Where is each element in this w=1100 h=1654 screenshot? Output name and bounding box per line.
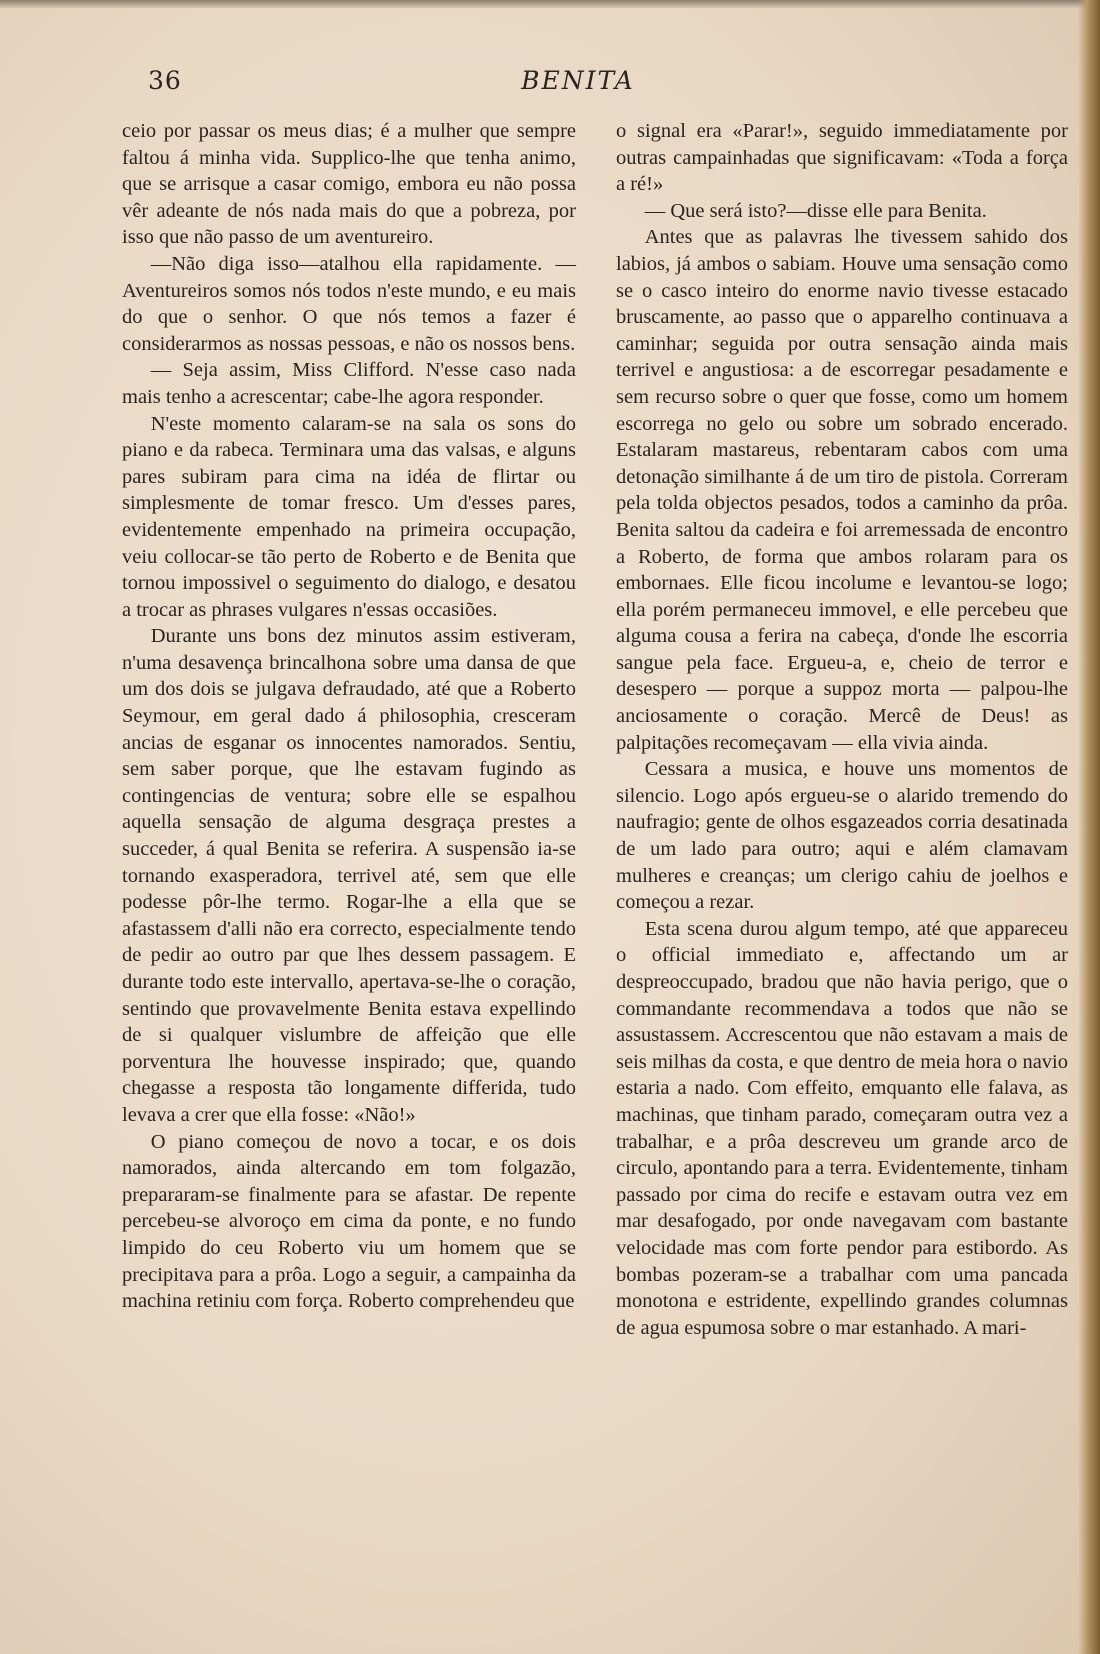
paragraph: Durante uns bons dez minutos assim estiveram, n'uma desavença brincalhona sobre uma dansa de que um dos dois se julgava defraudado, até que a Roberto Seymour, em geral dado á philosophia, cresceram ancias de esganar os innocentes namorados. Sentiu, sem saber porque, que lhe estavam fugindo as contingencias de ventura; sobre elle se espalhou aquella sensação de alguma desgraça prestes a succeder, á qual Benita se referira. A suspensão ia-se tornando exasperadora, terrivel até, sem que elle podesse pôr-lhe termo. Rogar-lhe a ella que se afastassem d'alli não era correcto, especialmente tendo de pedir ao outro par que lhes dessem passagem. E durante todo este intervallo, apertava-se-lhe o coração, sentindo que provavelmente Benita estava expellindo de si qualquer vislumbre de affeição que elle porventura lhe houvesse inspirado; que, quando chegasse a resposta tão longamente differida, tudo levava a crer que ella fosse: «Não!» (122, 625, 576, 1126)
paragraph: — Que será isto?—disse elle para Benita. (644, 199, 987, 222)
running-title: BENITA (521, 66, 635, 95)
page-header (148, 66, 978, 106)
paragraph: o signal era «Parar!», seguido immediatamente por outras campainhadas que significavam: «Toda a força a ré!» (616, 120, 1068, 196)
left-column (122, 118, 576, 1315)
page-top-edge (0, 0, 1100, 8)
paragraph: Esta scena durou algum tempo, até que appareceu o official immediato e, affectando um ar despreoccupado, bradou que não havia perigo, que o commandante recommendava a todos que não se assustassem. Accrescentou que não estavam a mais de seis milhas da costa, e que dentro de meia hora o navio estaria a nado. Com effeito, emquanto elle falava, as machinas, que tinham parado, começaram outra vez a trabalhar, e a prôa descreveu um grande arco de circulo, apontando para a terra. Evidentemente, tinham passado por cima do recife e estavam outra vez em mar desafogado, por onde navegavam com bastante velocidade mas com forte pendor para estibordo. As bombas pozeram-se a trabalhar com uma pancada monotona e estridente, expellindo grandes columnas de agua espumosa sobre o mar estanhado. A mari- (616, 917, 1068, 1339)
page-number: 36 (148, 66, 182, 95)
paragraph: ceio por passar os meus dias; é a mulher que sempre faltou á minha vida. Supplico-lhe que tenha animo, que se arrisque a casar comigo, embora eu não possa vêr adeante de nós nada mais do que a pobreza, por isso que não passo de um aventureiro. (122, 120, 576, 249)
paragraph: O piano começou de novo a tocar, e os dois namorados, ainda altercando em tom folgazão, prepararam-se finalmente para se afastar. De repente percebeu-se alvoroço em cima da ponte, e no fundo limpido do ceu Roberto viu um homem que se precipitava para a prôa. Logo a seguir, a campainha da machina retiniu com força. Roberto comprehendeu que (122, 1130, 576, 1313)
paragraph: —Não diga isso—atalhou ella rapidamente. —Aventureiros somos nós todos n'este mundo, e eu mais do que o senhor. O que nós temos a fazer é considerarmos as nossas pessoas, e não os nossos bens. (122, 252, 576, 355)
page-binding-edge (1078, 0, 1100, 1654)
paragraph: Cessara a musica, e houve uns momentos de silencio. Logo após ergueu-se o alarido tremendo do naufragio; gente de olhos esgazeados corria desatinada de um lado para outro; aqui e além clamavam mulheres e creanças; um clerigo cahiu de joelhos e começou a rezar. (616, 758, 1068, 914)
paragraph: N'este momento calaram-se na sala os sons do piano e da rabeca. Terminara uma das valsas, e alguns pares subiram para cima na idéa de flirtar ou simplesmente de tomar fresco. Um d'esses pares, evidentemente empenhado na primeira occupação, veiu collocar-se tão perto de Roberto e de Benita que tornou impossivel o seguimento do dialogo, e desatou a trocar as phrases vulgares n'essas occasiões. (122, 412, 576, 621)
paragraph: Antes que as palavras lhe tivessem sahido dos labios, já ambos o sabiam. Houve uma sensação como se o casco inteiro do enorme navio tivesse estacado bruscamente, ao passo que o apparelho continuava a caminhar; seguida por outra sensação ainda mais terrivel e angustiosa: a de escorregar pesadamente e sem recurso sobre o quer que fosse, como um homem escorrega no gelo ou sobre um sobrado encerado. Estalaram mastareus, rebentaram cabos com uma detonação similhante á de um tiro de pistola. Correram pela tolda objectos pesados, todos a caminho da prôa. Benita saltou da cadeira e foi arremessada de encontro a Roberto, de forma que ambos rolaram para os embornaes. Elle ficou incolume e levantou-se logo; ella porém permaneceu immovel, e elle percebeu que alguma cousa a ferira na cabeça, d'onde lhe escorria sangue pela face. Ergueu-a, e, cheio de terror e desespero — porque a suppoz morta — palpou-lhe anciosamente o coração. Mercê de Deus! as palpitações recomeçavam — ella vivia ainda. (616, 226, 1068, 754)
paragraph: — Seja assim, Miss Clifford. N'esse caso nada mais tenho a acrescentar; cabe-lhe agora responder. (122, 359, 576, 408)
right-column (616, 118, 1068, 1341)
